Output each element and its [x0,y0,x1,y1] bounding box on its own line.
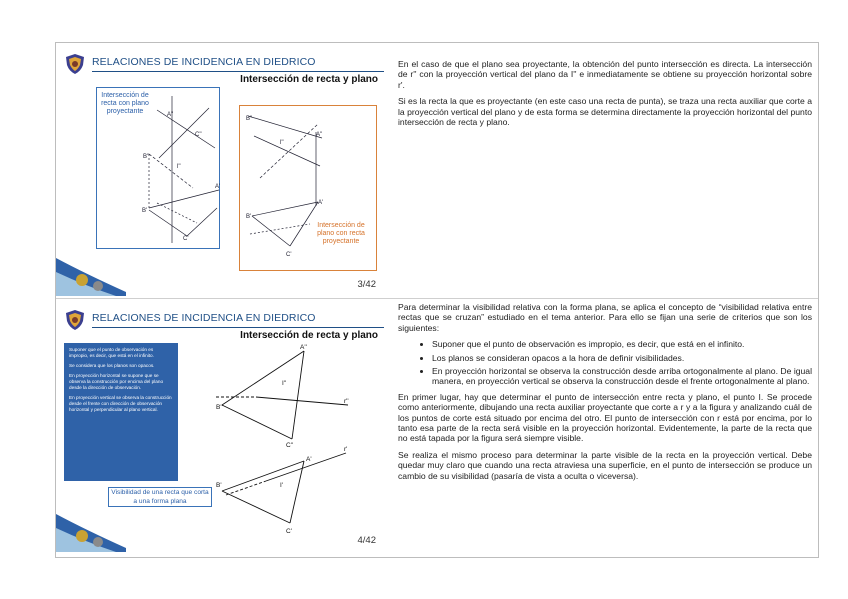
slide-3 [56,45,388,296]
notes-text-slide-3 [398,59,812,133]
svg-text:B': B' [216,482,222,489]
svg-text:B': B' [246,214,252,220]
document-page [55,42,819,558]
svg-text:l'': l'' [280,140,284,146]
right-drawing-panel [239,105,377,271]
criteria-list [398,339,812,387]
list-item: • Los planos se consideran opacos a la hora de definir visibilidades. [432,353,812,363]
svg-text:C': C' [286,252,292,258]
figure-caption: Visibilidad de una recta que corta a una forma plana [108,487,212,507]
svg-text:B'': B'' [143,154,150,160]
paragraph: Para determinar la visibilidad relativa con la forma plana, se aplica el concepto de “visibilidad relativa entre rectas que se cruzan” estudiado en el tema anterior. Para ello se fijan una serie de criterios que son los siguientes: [398,302,812,333]
notes-text-slide-4 [398,302,812,487]
svg-text:B'': B'' [246,116,253,122]
slide-title: RELACIONES DE INCIDENCIA EN DIEDRICO [92,312,316,324]
criteria-item: En proyección horizontal se supone que se observa la construcción por encima del plano desde la dirección de observación. [69,373,164,390]
left-panel-label: Intersección de recta con plano proyectante [101,92,149,115]
svg-text:A'': A'' [167,112,174,118]
list-item: • En proyección horizontal se observa la construcción desde arriba ortogonalmente al plano. De igual manera, en proyección vertical se observa la construcción desde el frente ortogonalmente al plano. [432,366,812,387]
svg-text:A'': A'' [300,344,307,351]
slide-title: RELACIONES DE INCIDENCIA EN DIEDRICO [92,56,316,68]
svg-text:C': C' [183,236,189,242]
svg-text:C'': C'' [195,132,202,138]
paragraph: En el caso de que el plano sea proyectante, la obtención del punto intersección es directa. La intersección de r'' con la proyección vertical del plano da I'' e inmediatamente se obtiene su proyección horizontal sobre r'. [398,59,812,90]
shield-logo-icon [64,309,86,331]
slide-subtitle: Intersección de recta y plano [240,330,378,341]
svg-text:A': A' [215,184,221,190]
left-panel-drawing [97,88,219,248]
svg-text:B'': B'' [216,404,223,411]
slide-subtitle: Intersección de recta y plano [240,74,378,85]
shield-logo-icon [64,53,86,75]
svg-text:A': A' [318,200,324,206]
left-drawing-panel [96,87,220,249]
svg-text:l'': l'' [177,164,181,170]
criteria-box [64,343,178,481]
svg-text:C'': C'' [286,442,294,449]
criteria-item: Se considera que los planos son opacos. [69,363,155,368]
svg-text:r': r' [344,446,348,453]
criteria-item: Suponer que el punto de observación es impropio, es decir, que está en el infinito. [69,347,154,358]
paragraph: En primer lugar, hay que determinar el punto de intersección entre recta y plano, el punto I. Se procede como anteriormente, dibujando una recta auxiliar proyectante que corte a r y a la figura y analizando cuál de los puntos de corte está situado por encima del otro. El punto de intersección con r está por encima, por lo tanto esa parte de la recta será visible en la proyección horizontal. Evidentemente, la parte de la recta que no está tapada por la figura será siempre visible. [398,391,812,444]
title-rule [92,327,384,328]
page-divider [56,298,818,299]
right-panel-label: Intersección de plano con recta proyectante [317,222,365,245]
svg-text:B': B' [142,208,148,214]
paragraph: Si es la recta la que es proyectante (en este caso una recta de punta), se traza una recta auxiliar que corte a la proyección vertical del plano y de esta forma se determina directamente la proyección horizontal del punto intersección de recta y plano. [398,96,812,128]
list-item: • Suponer que el punto de observación es impropio, es decir, que está en el infinito. [432,339,812,349]
svg-text:A'': A'' [316,132,323,138]
visibility-drawing [216,341,384,537]
svg-text:I'': I'' [282,380,287,387]
page-number: 4/42 [357,535,376,546]
svg-text:C': C' [286,528,292,535]
bolts-decoration-icon [56,252,126,296]
page-number: 3/42 [357,279,376,290]
svg-text:A': A' [306,456,312,463]
paragraph: Se realiza el mismo proceso para determinar la parte visible de la recta en la proyección vertical. Debe quedar muy claro que cuando una recta atraviesa una superficie, en el punto de intersección se produce un cambio de su visibilidad (pasaría de vista a oculta o viceversa). [398,449,812,481]
title-rule [92,71,384,72]
svg-text:r'': r'' [344,398,349,405]
bolts-decoration-icon [56,508,126,552]
criteria-item: En proyección vertical se observa la construcción desde el frente con dirección de observación horizontal y perpendicular al plano vertical. [69,395,172,412]
slide-4 [56,301,388,552]
svg-text:I': I' [280,482,284,489]
